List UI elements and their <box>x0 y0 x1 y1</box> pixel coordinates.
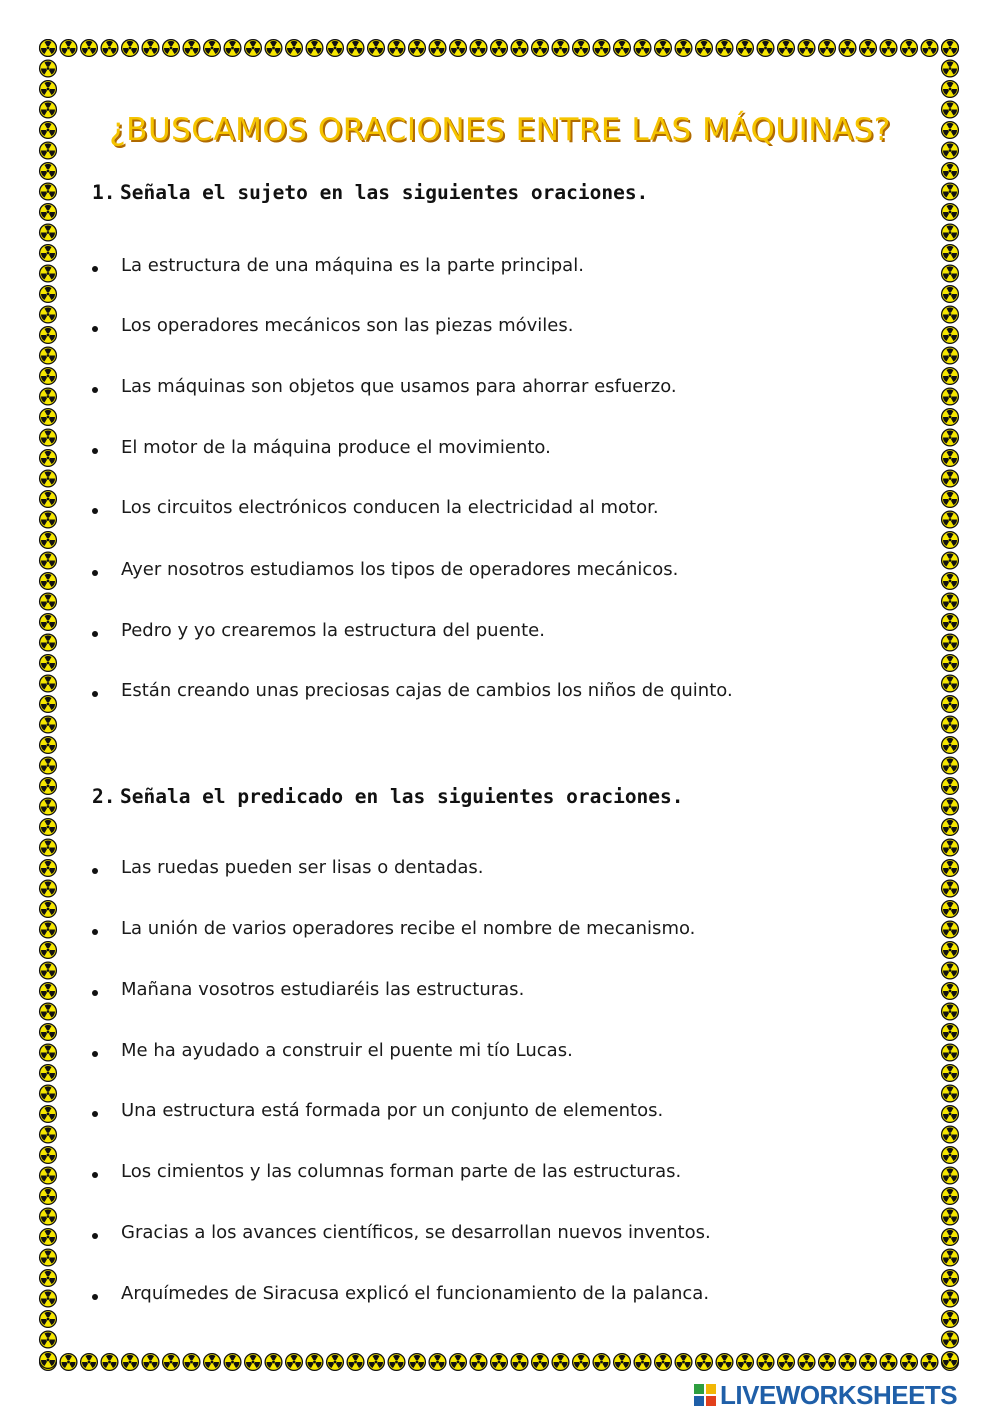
radiation-icon <box>573 1354 590 1371</box>
sentence-text[interactable]: Pedro y yo crearemos la estructura del puente. <box>121 620 545 641</box>
radiation-icon <box>40 901 57 918</box>
radiation-icon <box>552 1354 569 1371</box>
sentence-text[interactable]: Ayer nosotros estudiamos los tipos de operadores mecánicos. <box>121 559 679 580</box>
radiation-icon <box>245 1354 262 1371</box>
bullet-icon <box>92 387 98 393</box>
radiation-icon <box>942 757 959 774</box>
radiation-icon <box>347 1354 364 1371</box>
radiation-icon <box>327 1354 344 1371</box>
radiation-icon <box>942 409 959 426</box>
bullet-icon <box>92 1294 98 1300</box>
radiation-icon <box>901 1354 918 1371</box>
radiation-icon <box>122 40 139 57</box>
radiation-icon <box>942 860 959 877</box>
radiation-icon <box>142 40 159 57</box>
radiation-icon <box>942 552 959 569</box>
radiation-icon <box>942 716 959 733</box>
radiation-icon <box>942 696 959 713</box>
section-2-number: 2. <box>92 785 116 808</box>
radiation-icon <box>880 40 897 57</box>
radiation-icon <box>942 1024 959 1041</box>
sentence-text[interactable]: Gracias a los avances científicos, se desarrollan nuevos inventos. <box>121 1222 711 1243</box>
list-item[interactable] <box>0 1161 900 1191</box>
radiation-icon <box>778 1354 795 1371</box>
radiation-icon <box>511 1354 528 1371</box>
bullet-icon <box>92 691 98 697</box>
radiation-icon <box>40 81 57 98</box>
radiation-icon <box>860 40 877 57</box>
radiation-icon <box>40 962 57 979</box>
radiation-icon <box>142 1354 159 1371</box>
radiation-icon <box>204 40 221 57</box>
section-2-heading-text: Señala el predicado en las siguientes oraciones. <box>120 785 684 808</box>
sentence-text[interactable]: La estructura de una máquina es la parte principal. <box>121 255 584 276</box>
radiation-icon <box>798 1354 815 1371</box>
radiation-icon <box>942 1065 959 1082</box>
radiation-icon <box>942 224 959 241</box>
radiation-icon <box>675 40 692 57</box>
section-1-heading-text: Señala el sujeto en las siguientes oraciones. <box>120 181 649 204</box>
radiation-icon <box>40 1331 57 1348</box>
radiation-icon <box>942 819 959 836</box>
radiation-icon <box>552 40 569 57</box>
list-item[interactable] <box>0 376 900 406</box>
section-2-heading <box>92 785 684 808</box>
radiation-icon <box>40 204 57 221</box>
radiation-icon <box>737 40 754 57</box>
radiation-icon <box>101 40 118 57</box>
sentence-text[interactable]: Los cimientos y las columnas forman parte de las estructuras. <box>121 1161 682 1182</box>
radiation-icon <box>40 1311 57 1328</box>
radiation-icon <box>614 40 631 57</box>
radiation-icon <box>491 1354 508 1371</box>
radiation-icon <box>409 1354 426 1371</box>
radiation-icon <box>40 593 57 610</box>
decorative-border-right <box>940 38 960 1378</box>
sentence-text[interactable]: La unión de varios operadores recibe el nombre de mecanismo. <box>121 918 696 939</box>
radiation-icon <box>942 347 959 364</box>
radiation-icon <box>40 60 57 77</box>
radiation-icon <box>450 40 467 57</box>
radiation-icon <box>163 1354 180 1371</box>
radiation-icon <box>265 40 282 57</box>
radiation-icon <box>163 40 180 57</box>
radiation-icon <box>245 40 262 57</box>
radiation-icon <box>778 40 795 57</box>
radiation-icon <box>716 40 733 57</box>
radiation-icon <box>819 1354 836 1371</box>
radiation-icon <box>942 1208 959 1225</box>
decorative-border-bottom <box>38 1352 962 1372</box>
radiation-icon <box>40 40 57 57</box>
radiation-icon <box>901 40 918 57</box>
radiation-icon <box>40 655 57 672</box>
radiation-icon <box>204 1354 221 1371</box>
radiation-icon <box>224 40 241 57</box>
radiation-icon <box>942 1147 959 1164</box>
radiation-icon <box>40 798 57 815</box>
radiation-icon <box>593 1354 610 1371</box>
radiation-icon <box>942 880 959 897</box>
radiation-icon <box>286 40 303 57</box>
radiation-icon <box>942 470 959 487</box>
radiation-icon <box>716 1354 733 1371</box>
radiation-icon <box>757 1354 774 1371</box>
radiation-icon <box>839 40 856 57</box>
sentence-text[interactable]: Están creando unas preciosas cajas de cambios los niños de quinto. <box>121 680 733 701</box>
radiation-icon <box>40 286 57 303</box>
radiation-icon <box>327 40 344 57</box>
radiation-icon <box>40 1024 57 1041</box>
list-item[interactable] <box>0 315 900 345</box>
radiation-icon <box>40 347 57 364</box>
radiation-icon <box>942 1003 959 1020</box>
sentence-text[interactable]: Los operadores mecánicos son las piezas móviles. <box>121 315 574 336</box>
bullet-icon <box>92 326 98 332</box>
radiation-icon <box>306 1354 323 1371</box>
radiation-icon <box>347 40 364 57</box>
radiation-icon <box>60 40 77 57</box>
radiation-icon <box>265 1354 282 1371</box>
radiation-icon <box>81 40 98 57</box>
radiation-icon <box>470 1354 487 1371</box>
radiation-icon <box>40 163 57 180</box>
radiation-icon <box>942 1352 959 1369</box>
radiation-icon <box>388 40 405 57</box>
radiation-icon <box>491 40 508 57</box>
radiation-icon <box>286 1354 303 1371</box>
bullet-icon <box>92 570 98 576</box>
list-item[interactable] <box>0 559 900 589</box>
radiation-icon <box>655 40 672 57</box>
radiation-icon <box>942 245 959 262</box>
list-item[interactable] <box>0 1283 900 1313</box>
radiation-icon <box>942 1167 959 1184</box>
radiation-icon <box>942 40 959 57</box>
bullet-icon <box>92 631 98 637</box>
list-item[interactable] <box>0 1040 900 1070</box>
radiation-icon <box>40 839 57 856</box>
radiation-icon <box>921 1354 938 1371</box>
radiation-icon <box>40 183 57 200</box>
list-item[interactable] <box>0 979 900 1009</box>
radiation-icon <box>942 778 959 795</box>
radiation-icon <box>942 1044 959 1061</box>
radiation-icon <box>942 614 959 631</box>
radiation-icon <box>183 1354 200 1371</box>
radiation-icon <box>942 634 959 651</box>
radiation-icon <box>40 409 57 426</box>
radiation-icon <box>942 839 959 856</box>
radiation-icon <box>942 921 959 938</box>
bullet-icon <box>92 1172 98 1178</box>
radiation-icon <box>655 1354 672 1371</box>
radiation-icon <box>40 757 57 774</box>
sentence-text[interactable]: Arquímedes de Siracusa explicó el funcionamiento de la palanca. <box>121 1283 710 1304</box>
radiation-icon <box>942 511 959 528</box>
bullet-icon <box>92 1233 98 1239</box>
radiation-icon <box>183 40 200 57</box>
radiation-icon <box>675 1354 692 1371</box>
radiation-icon <box>388 1354 405 1371</box>
sentence-text[interactable]: Las máquinas son objetos que usamos para ahorrar esfuerzo. <box>121 376 677 397</box>
radiation-icon <box>942 532 959 549</box>
radiation-icon <box>942 983 959 1000</box>
radiation-icon <box>737 1354 754 1371</box>
radiation-icon <box>40 737 57 754</box>
bullet-icon <box>92 929 98 935</box>
radiation-icon <box>942 1126 959 1143</box>
radiation-icon <box>224 1354 241 1371</box>
radiation-icon <box>942 593 959 610</box>
radiation-icon <box>409 40 426 57</box>
radiation-icon <box>942 1085 959 1102</box>
sentence-text[interactable]: Me ha ayudado a construir el puente mi tío Lucas. <box>121 1040 573 1061</box>
radiation-icon <box>942 573 959 590</box>
radiation-icon <box>101 1354 118 1371</box>
radiation-icon <box>450 1354 467 1371</box>
radiation-icon <box>921 40 938 57</box>
list-item[interactable] <box>0 255 900 285</box>
section-1-number: 1. <box>92 181 116 204</box>
radiation-icon <box>593 40 610 57</box>
radiation-icon <box>40 470 57 487</box>
radiation-icon <box>942 429 959 446</box>
bullet-icon <box>92 990 98 996</box>
radiation-icon <box>942 901 959 918</box>
radiation-icon <box>942 1188 959 1205</box>
radiation-icon <box>942 450 959 467</box>
sentence-text[interactable]: El motor de la máquina produce el movimiento. <box>121 437 551 458</box>
radiation-icon <box>942 204 959 221</box>
radiation-icon <box>634 40 651 57</box>
section-1-heading <box>92 181 648 204</box>
list-item[interactable] <box>0 1100 900 1130</box>
radiation-icon <box>757 40 774 57</box>
radiation-icon <box>942 1106 959 1123</box>
bullet-icon <box>92 1051 98 1057</box>
bullet-icon <box>92 868 98 874</box>
bullet-icon <box>92 266 98 272</box>
sentence-text[interactable]: Los circuitos electrónicos conducen la electricidad al motor. <box>121 497 659 518</box>
radiation-icon <box>306 40 323 57</box>
radiation-icon <box>942 265 959 282</box>
radiation-icon <box>942 163 959 180</box>
list-item[interactable] <box>0 1222 900 1252</box>
radiation-icon <box>40 778 57 795</box>
liveworksheets-logo[interactable] <box>694 1380 994 1408</box>
radiation-icon <box>942 962 959 979</box>
radiation-icon <box>942 1331 959 1348</box>
sentence-text[interactable]: Una estructura está formada por un conjunto de elementos. <box>121 1100 664 1121</box>
radiation-icon <box>942 81 959 98</box>
radiation-icon <box>942 368 959 385</box>
radiation-icon <box>532 1354 549 1371</box>
sentence-text[interactable]: Las ruedas pueden ser lisas o dentadas. <box>121 857 484 878</box>
radiation-icon <box>942 1270 959 1287</box>
radiation-icon <box>122 1354 139 1371</box>
bullet-icon <box>92 1111 98 1117</box>
list-item[interactable] <box>0 620 900 650</box>
radiation-icon <box>511 40 528 57</box>
radiation-icon <box>880 1354 897 1371</box>
list-item[interactable] <box>0 437 900 467</box>
radiation-icon <box>942 306 959 323</box>
radiation-icon <box>429 40 446 57</box>
radiation-icon <box>429 1354 446 1371</box>
decorative-border-top <box>38 38 962 58</box>
radiation-icon <box>40 819 57 836</box>
radiation-icon <box>942 1249 959 1266</box>
radiation-icon <box>942 1290 959 1307</box>
radiation-icon <box>942 942 959 959</box>
radiation-icon <box>942 655 959 672</box>
list-item[interactable] <box>0 497 900 527</box>
radiation-icon <box>942 60 959 77</box>
radiation-icon <box>798 40 815 57</box>
list-item[interactable] <box>0 857 900 887</box>
radiation-icon <box>696 40 713 57</box>
radiation-icon <box>942 798 959 815</box>
radiation-icon <box>942 491 959 508</box>
radiation-icon <box>942 286 959 303</box>
radiation-icon <box>634 1354 651 1371</box>
radiation-icon <box>839 1354 856 1371</box>
radiation-icon <box>942 183 959 200</box>
radiation-icon <box>942 327 959 344</box>
worksheet-title: ¿BUSCAMOS ORACIONES ENTRE LAS MÁQUINAS? <box>109 112 891 148</box>
bullet-icon <box>92 448 98 454</box>
radiation-icon <box>40 224 57 241</box>
bullet-icon <box>92 508 98 514</box>
radiation-icon <box>81 1354 98 1371</box>
radiation-icon <box>40 532 57 549</box>
radiation-icon <box>860 1354 877 1371</box>
radiation-icon <box>40 716 57 733</box>
radiation-icon <box>614 1354 631 1371</box>
list-item[interactable] <box>0 680 900 710</box>
radiation-icon <box>942 1229 959 1246</box>
radiation-icon <box>942 737 959 754</box>
liveworksheets-logo-icon <box>694 1384 716 1406</box>
radiation-icon <box>40 1352 57 1369</box>
radiation-icon <box>60 1354 77 1371</box>
radiation-icon <box>942 1311 959 1328</box>
radiation-icon <box>573 40 590 57</box>
list-item[interactable] <box>0 918 900 948</box>
liveworksheets-logo-text: LIVEWORKSHEETS <box>720 1380 958 1410</box>
radiation-icon <box>532 40 549 57</box>
radiation-icon <box>942 388 959 405</box>
radiation-icon <box>368 40 385 57</box>
radiation-icon <box>819 40 836 57</box>
radiation-icon <box>696 1354 713 1371</box>
radiation-icon <box>470 40 487 57</box>
radiation-icon <box>942 675 959 692</box>
radiation-icon <box>368 1354 385 1371</box>
sentence-text[interactable]: Mañana vosotros estudiaréis las estructuras. <box>121 979 525 1000</box>
